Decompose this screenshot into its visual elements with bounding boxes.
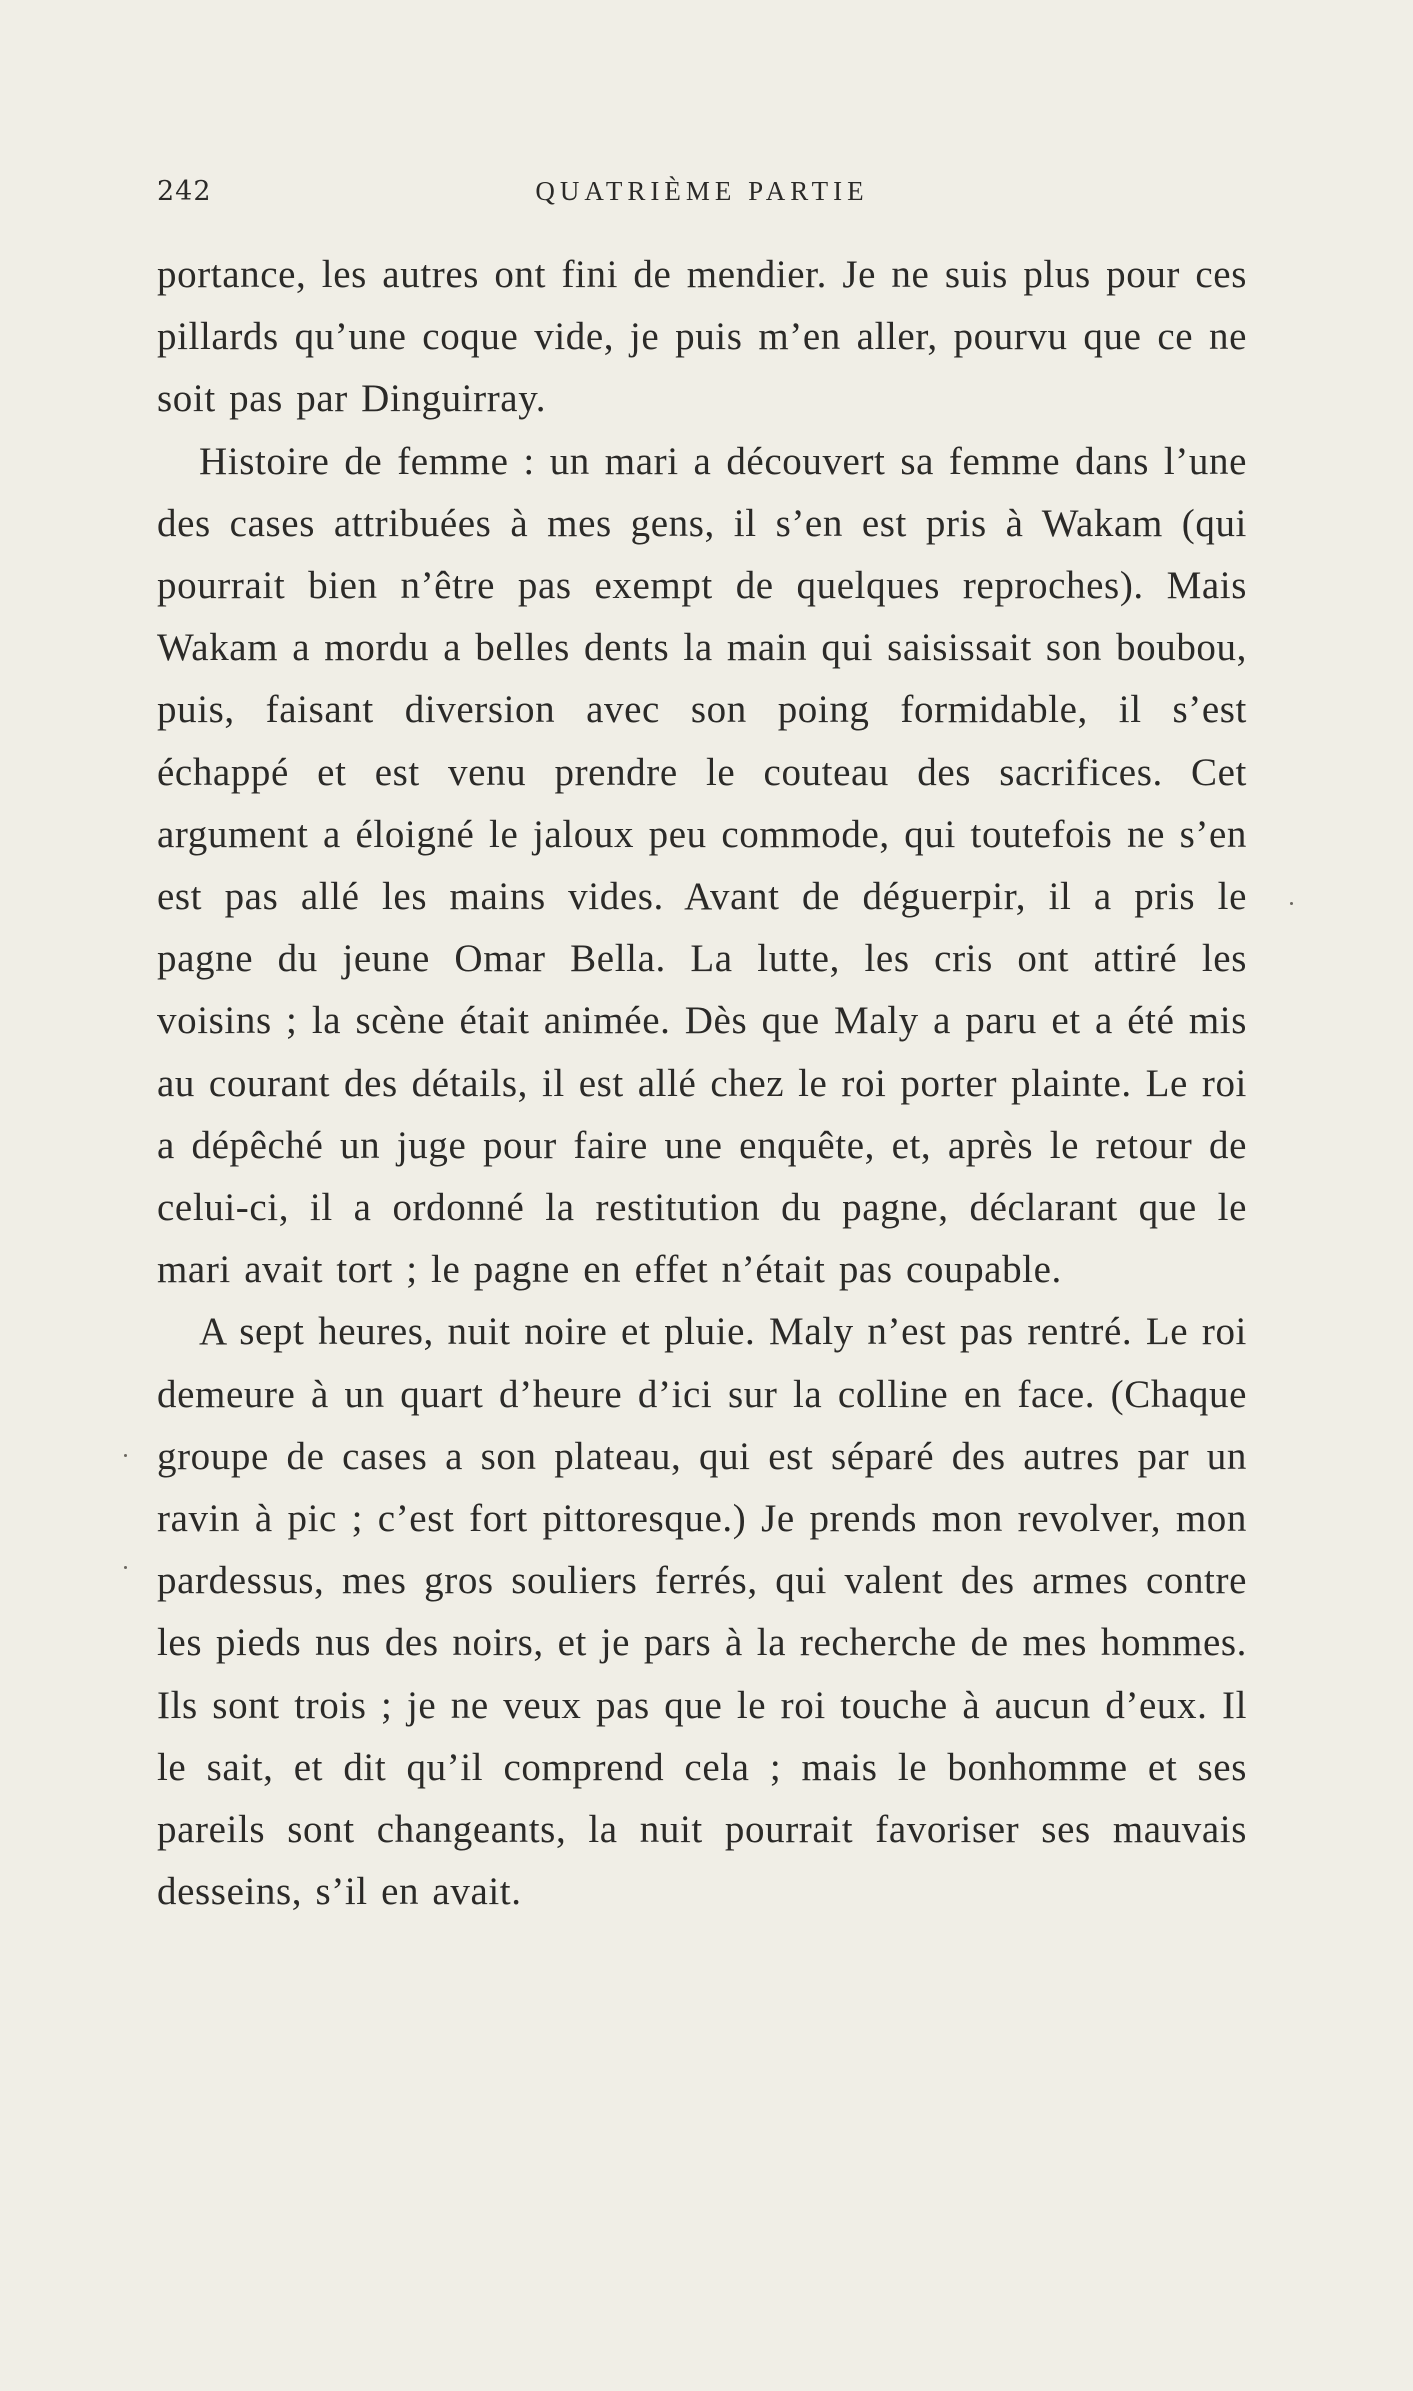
paper-speck [1290,902,1293,905]
paragraph-3: A sept heures, nuit noire et pluie. Maly n’est pas rentré. Le roi demeure à un quart d’heure d’ici sur la colline en face. (Chaque groupe de cases a son plateau, qui est séparé des autres par un ravin à pic ; c’est fort pittoresque.) Je prends mon revolver, mon pardessus, mes gros souliers ferrés, qui valent des armes contre les pieds nus des noirs, et je pars à la recherche de mes hommes. Ils sont trois ; je ne veux pas que le roi touche à aucun d’eux. Il le sait, et dit qu’il comprend cela ; mais le bonhomme et ses pareils sont changeants, la nuit pourrait favoriser ses mauvais desseins, s’il en avait. [157,1310,1247,1914]
paper-speck [124,1566,127,1569]
paragraph-2: Histoire de femme : un mari a découvert sa femme dans l’une des cases attribuées à mes gens, il s’en est pris à Wakam (qui pourrait bien n’être pas exempt de quelques reproches). Mais Wakam a mordu a belles dents la main qui saisissait son boubou, puis, faisant diversion avec son poing formidable, il s’est échappé et est venu prendre le couteau des sacrifices. Cet argument a éloigné le jaloux peu commode, qui toutefois ne s’en est pas allé les mains vides. Avant de déguerpir, il a pris le pagne du jeune Omar Bella. La lutte, les cris ont attiré les voisins ; la scène était animée. Dès que Maly a paru et a été mis au courant des détails, il est allé chez le roi porter plainte. Le roi a dépêché un juge pour faire une enquête, et, après le retour de celui-ci, il a ordonné la restitution du pagne, déclarant que le mari avait tort ; le pagne en effet n’était pas coupable. [157,439,1247,1292]
page-number: 242 [157,176,212,207]
running-title: QUATRIÈME PARTIE [535,176,869,206]
paragraph-1: portance, les autres ont fini de mendier. Je ne suis plus pour ces pillards qu’une coque vide, je puis m’en aller, pourvu que ce ne soit pas par Dinguirray. [157,253,1247,421]
running-head [157,176,1247,216]
paper-speck [124,1454,127,1457]
body-text [157,244,1247,1923]
